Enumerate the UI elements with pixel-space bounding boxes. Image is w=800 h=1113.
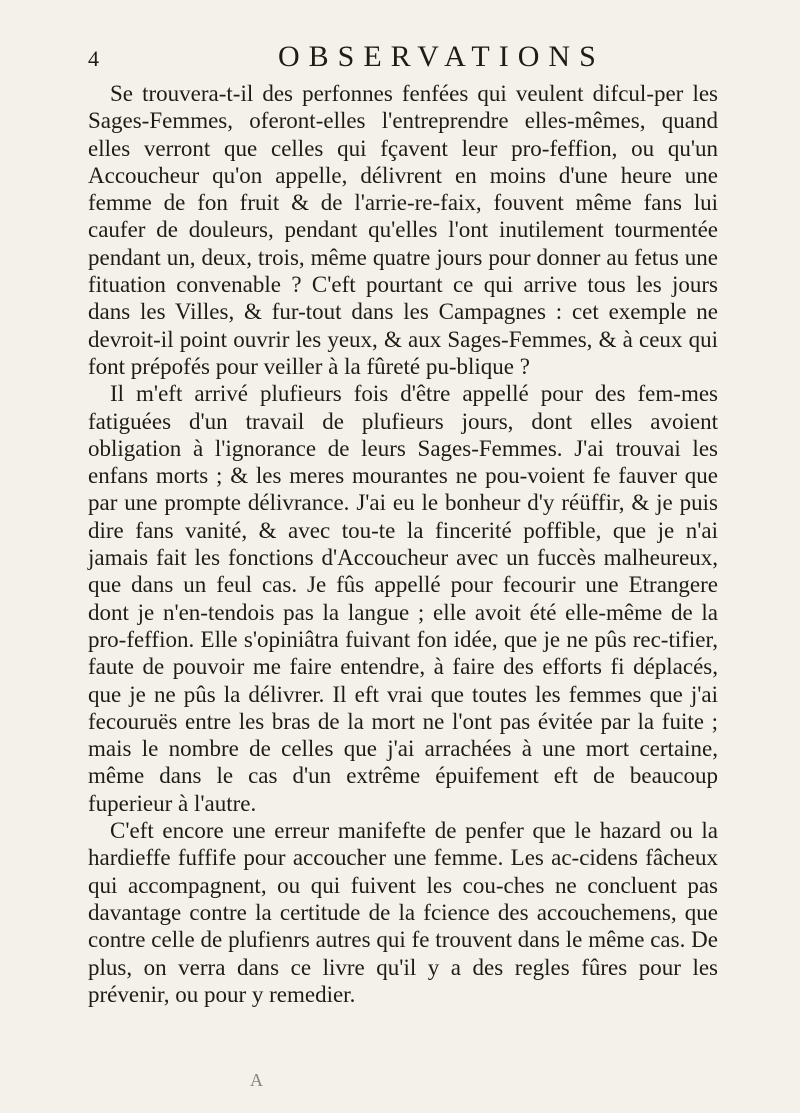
body-text	[88, 80, 718, 1008]
running-title: OBSERVATIONS	[278, 40, 605, 73]
paragraph: C'eft encore une erreur manifefte de penfer que le hazard ou la hardieffe fuffife pour accoucher une femme. Les ac-cidens fâcheux qui accompagnent, ou qui fuivent les cou-ches ne concluent pas davantage contre la certitude de la fcience des accouchemens, que contre celle de plufienrs autres qui fe trouvent dans le même cas. De plus, on verra dans ce livre qu'il y a des regles fûres pour les prévenir, ou pour y remedier.	[88, 818, 718, 1007]
page-number: 4	[88, 46, 99, 71]
paragraph: Se trouvera-t-il des perfonnes fenfées qui veulent difcul-per les Sages-Femmes, oferont-elles l'entreprendre elles-mêmes, quand elles verront que celles qui fçavent leur pro-feffion, ou qu'un Accoucheur qu'on appelle, délivrent en moins d'une heure une femme de fon fruit & de l'arrie-re-faix, fouvent même fans lui caufer de douleurs, pendant qu'elles l'ont inutilement tourmentée pendant un, deux, trois, même quatre jours pour donner au fetus une fituation convenable ? C'eft pourtant ce qui arrive tous les jours dans les Villes, & fur-tout dans les Campagnes : cet exemple ne devroit-il point ouvrir les yeux, & aux Sages-Femmes, & à ceux qui font prépofés pour veiller à la fûreté pu-blique ?	[88, 81, 718, 379]
page-header	[88, 40, 708, 74]
signature-mark: A	[250, 1070, 263, 1090]
paragraph: Il m'eft arrivé plufieurs fois d'être appellé pour des fem-mes fatiguées d'un travail de plufieurs jours, dont elles avoient obligation à l'ignorance de leurs Sages-Femmes. J'ai trouvai les enfans morts ; & les meres mourantes ne pou-voient fe fauver que par une prompte délivrance. J'ai eu le bonheur d'y réüffir, & je puis dire fans vanité, & avec tou-te la fincerité poffible, que je n'ai jamais fait les fonctions d'Accoucheur avec un fuccès malheureux, que dans un feul cas. Je fûs appellé pour fecourir une Etrangere dont je n'en-tendois pas la langue ; elle avoit été elle-même de la pro-feffion. Elle s'opiniâtra fuivant fon idée, que je ne pûs rec-tifier, faute de pouvoir me faire entendre, à faire des efforts fi déplacés, que je ne pûs la délivrer. Il eft vrai que toutes les femmes que j'ai fecouruës entre les bras de la mort ne l'ont pas évitée par la fuite ; mais le nombre de celles que j'ai arrachées à une mort certaine, même dans le cas d'un extrême épuifement eft de beaucoup fuperieur à l'autre.	[88, 381, 718, 816]
